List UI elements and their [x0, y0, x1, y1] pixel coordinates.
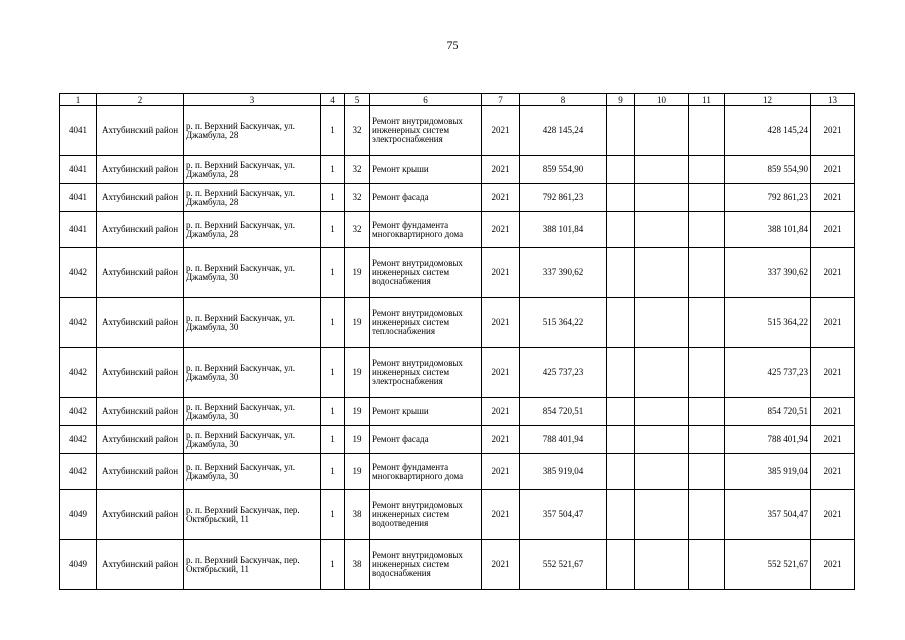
total-cell: 428 145,24: [725, 106, 811, 156]
col11-cell: [689, 184, 725, 212]
col10-cell: [635, 426, 689, 454]
year-cell: 2021: [482, 156, 520, 184]
col11-cell: [689, 426, 725, 454]
col4-cell: 1: [321, 540, 345, 590]
house-id-cell: 4042: [60, 348, 97, 398]
address-cell: р. п. Верхний Баскунчак, пер. Октябрьский, 11: [184, 540, 321, 590]
column-number-7: 7: [482, 94, 520, 106]
table-row: [60, 490, 855, 540]
column-number-13: 13: [811, 94, 855, 106]
address-cell: р. п. Верхний Баскунчак, ул. Джамбула, 28: [184, 184, 321, 212]
col11-cell: [689, 156, 725, 184]
end-year-cell: 2021: [811, 490, 855, 540]
cost-cell: 792 861,23: [520, 184, 607, 212]
cost-cell: 854 720,51: [520, 398, 607, 426]
district-cell: Ахтубинский район: [97, 348, 184, 398]
col4-cell: 1: [321, 454, 345, 490]
district-cell: Ахтубинский район: [97, 184, 184, 212]
year-cell: 2021: [482, 106, 520, 156]
column-number-3: 3: [184, 94, 321, 106]
col10-cell: [635, 106, 689, 156]
total-cell: 337 390,62: [725, 248, 811, 298]
column-number-10: 10: [635, 94, 689, 106]
col11-cell: [689, 106, 725, 156]
total-cell: 357 504,47: [725, 490, 811, 540]
table-row: [60, 212, 855, 248]
district-cell: Ахтубинский район: [97, 156, 184, 184]
column-number-5: 5: [345, 94, 370, 106]
col10-cell: [635, 212, 689, 248]
end-year-cell: 2021: [811, 348, 855, 398]
house-id-cell: 4042: [60, 398, 97, 426]
address-cell: р. п. Верхний Баскунчак, ул. Джамбула, 30: [184, 248, 321, 298]
col9-cell: [607, 106, 635, 156]
work-type-cell: Ремонт крыши: [370, 156, 482, 184]
end-year-cell: 2021: [811, 212, 855, 248]
address-cell: р. п. Верхний Баскунчак, пер. Октябрьский, 11: [184, 490, 321, 540]
end-year-cell: 2021: [811, 156, 855, 184]
house-id-cell: 4041: [60, 184, 97, 212]
end-year-cell: 2021: [811, 298, 855, 348]
col5-cell: 32: [345, 212, 370, 248]
address-cell: р. п. Верхний Баскунчак, ул. Джамбула, 30: [184, 454, 321, 490]
end-year-cell: 2021: [811, 184, 855, 212]
work-type-cell: Ремонт внутридомовых инженерных систем теплоснабжения: [370, 298, 482, 348]
col5-cell: 19: [345, 454, 370, 490]
table-row: [60, 398, 855, 426]
col5-cell: 32: [345, 156, 370, 184]
col11-cell: [689, 248, 725, 298]
col10-cell: [635, 490, 689, 540]
house-id-cell: 4042: [60, 298, 97, 348]
address-cell: р. п. Верхний Баскунчак, ул. Джамбула, 30: [184, 298, 321, 348]
cost-cell: 337 390,62: [520, 248, 607, 298]
col10-cell: [635, 398, 689, 426]
cost-cell: 552 521,67: [520, 540, 607, 590]
col9-cell: [607, 490, 635, 540]
col11-cell: [689, 454, 725, 490]
col5-cell: 19: [345, 348, 370, 398]
work-type-cell: Ремонт внутридомовых инженерных систем водоснабжения: [370, 248, 482, 298]
house-id-cell: 4042: [60, 454, 97, 490]
col9-cell: [607, 426, 635, 454]
district-cell: Ахтубинский район: [97, 106, 184, 156]
col5-cell: 19: [345, 298, 370, 348]
district-cell: Ахтубинский район: [97, 212, 184, 248]
work-type-cell: Ремонт внутридомовых инженерных систем электроснабжения: [370, 106, 482, 156]
col5-cell: 19: [345, 398, 370, 426]
column-number-2: 2: [97, 94, 184, 106]
col9-cell: [607, 248, 635, 298]
table-row: [60, 298, 855, 348]
end-year-cell: 2021: [811, 426, 855, 454]
table-row: [60, 156, 855, 184]
year-cell: 2021: [482, 426, 520, 454]
header-row: [60, 94, 855, 106]
house-id-cell: 4041: [60, 106, 97, 156]
total-cell: 859 554,90: [725, 156, 811, 184]
table-row: [60, 248, 855, 298]
work-type-cell: Ремонт внутридомовых инженерных систем электроснабжения: [370, 348, 482, 398]
col9-cell: [607, 156, 635, 184]
column-number-8: 8: [520, 94, 607, 106]
table-row: [60, 426, 855, 454]
column-number-11: 11: [689, 94, 725, 106]
year-cell: 2021: [482, 184, 520, 212]
year-cell: 2021: [482, 212, 520, 248]
col10-cell: [635, 184, 689, 212]
year-cell: 2021: [482, 490, 520, 540]
address-cell: р. п. Верхний Баскунчак, ул. Джамбула, 30: [184, 398, 321, 426]
work-type-cell: Ремонт внутридомовых инженерных систем водоснабжения: [370, 540, 482, 590]
district-cell: Ахтубинский район: [97, 540, 184, 590]
table-row: [60, 540, 855, 590]
table-row: [60, 348, 855, 398]
col5-cell: 19: [345, 248, 370, 298]
house-id-cell: 4049: [60, 490, 97, 540]
table-row: [60, 184, 855, 212]
total-cell: 552 521,67: [725, 540, 811, 590]
col4-cell: 1: [321, 184, 345, 212]
total-cell: 792 861,23: [725, 184, 811, 212]
district-cell: Ахтубинский район: [97, 398, 184, 426]
year-cell: 2021: [482, 398, 520, 426]
col4-cell: 1: [321, 156, 345, 184]
district-cell: Ахтубинский район: [97, 426, 184, 454]
total-cell: 515 364,22: [725, 298, 811, 348]
end-year-cell: 2021: [811, 540, 855, 590]
col9-cell: [607, 348, 635, 398]
house-id-cell: 4041: [60, 212, 97, 248]
page-number: 75: [446, 38, 459, 52]
column-number-1: 1: [60, 94, 97, 106]
work-type-cell: Ремонт фундамента многоквартирного дома: [370, 454, 482, 490]
total-cell: 388 101,84: [725, 212, 811, 248]
cost-cell: 357 504,47: [520, 490, 607, 540]
col4-cell: 1: [321, 398, 345, 426]
house-id-cell: 4042: [60, 426, 97, 454]
capital-repair-table: [59, 93, 855, 590]
cost-cell: 859 554,90: [520, 156, 607, 184]
work-type-cell: Ремонт фасада: [370, 184, 482, 212]
work-type-cell: Ремонт фундамента многоквартирного дома: [370, 212, 482, 248]
work-type-cell: Ремонт фасада: [370, 426, 482, 454]
end-year-cell: 2021: [811, 106, 855, 156]
col4-cell: 1: [321, 248, 345, 298]
work-type-cell: Ремонт крыши: [370, 398, 482, 426]
col10-cell: [635, 248, 689, 298]
cost-cell: 788 401,94: [520, 426, 607, 454]
col10-cell: [635, 454, 689, 490]
col10-cell: [635, 348, 689, 398]
address-cell: р. п. Верхний Баскунчак, ул. Джамбула, 28: [184, 212, 321, 248]
district-cell: Ахтубинский район: [97, 490, 184, 540]
col10-cell: [635, 298, 689, 348]
col9-cell: [607, 184, 635, 212]
district-cell: Ахтубинский район: [97, 298, 184, 348]
column-number-6: 6: [370, 94, 482, 106]
end-year-cell: 2021: [811, 454, 855, 490]
total-cell: 385 919,04: [725, 454, 811, 490]
district-cell: Ахтубинский район: [97, 454, 184, 490]
col9-cell: [607, 540, 635, 590]
table-row: [60, 106, 855, 156]
col4-cell: 1: [321, 298, 345, 348]
col9-cell: [607, 398, 635, 426]
col11-cell: [689, 212, 725, 248]
column-number-4: 4: [321, 94, 345, 106]
year-cell: 2021: [482, 248, 520, 298]
district-cell: Ахтубинский район: [97, 248, 184, 298]
address-cell: р. п. Верхний Баскунчак, ул. Джамбула, 28: [184, 106, 321, 156]
address-cell: р. п. Верхний Баскунчак, ул. Джамбула, 30: [184, 348, 321, 398]
col4-cell: 1: [321, 490, 345, 540]
column-number-9: 9: [607, 94, 635, 106]
work-type-cell: Ремонт внутридомовых инженерных систем водоотведения: [370, 490, 482, 540]
table-row: [60, 454, 855, 490]
col4-cell: 1: [321, 212, 345, 248]
col5-cell: 38: [345, 490, 370, 540]
cost-cell: 515 364,22: [520, 298, 607, 348]
cost-cell: 385 919,04: [520, 454, 607, 490]
col10-cell: [635, 156, 689, 184]
cost-cell: 388 101,84: [520, 212, 607, 248]
col5-cell: 32: [345, 106, 370, 156]
col9-cell: [607, 298, 635, 348]
total-cell: 788 401,94: [725, 426, 811, 454]
cost-cell: 425 737,23: [520, 348, 607, 398]
col4-cell: 1: [321, 426, 345, 454]
col11-cell: [689, 398, 725, 426]
col9-cell: [607, 212, 635, 248]
col11-cell: [689, 540, 725, 590]
cost-cell: 428 145,24: [520, 106, 607, 156]
year-cell: 2021: [482, 298, 520, 348]
col5-cell: 38: [345, 540, 370, 590]
address-cell: р. п. Верхний Баскунчак, ул. Джамбула, 28: [184, 156, 321, 184]
end-year-cell: 2021: [811, 248, 855, 298]
year-cell: 2021: [482, 540, 520, 590]
col5-cell: 32: [345, 184, 370, 212]
col4-cell: 1: [321, 106, 345, 156]
col10-cell: [635, 540, 689, 590]
house-id-cell: 4049: [60, 540, 97, 590]
col5-cell: 19: [345, 426, 370, 454]
col11-cell: [689, 298, 725, 348]
year-cell: 2021: [482, 348, 520, 398]
house-id-cell: 4042: [60, 248, 97, 298]
col11-cell: [689, 490, 725, 540]
total-cell: 425 737,23: [725, 348, 811, 398]
address-cell: р. п. Верхний Баскунчак, ул. Джамбула, 30: [184, 426, 321, 454]
house-id-cell: 4041: [60, 156, 97, 184]
col4-cell: 1: [321, 348, 345, 398]
year-cell: 2021: [482, 454, 520, 490]
end-year-cell: 2021: [811, 398, 855, 426]
col9-cell: [607, 454, 635, 490]
col11-cell: [689, 348, 725, 398]
total-cell: 854 720,51: [725, 398, 811, 426]
column-number-12: 12: [725, 94, 811, 106]
